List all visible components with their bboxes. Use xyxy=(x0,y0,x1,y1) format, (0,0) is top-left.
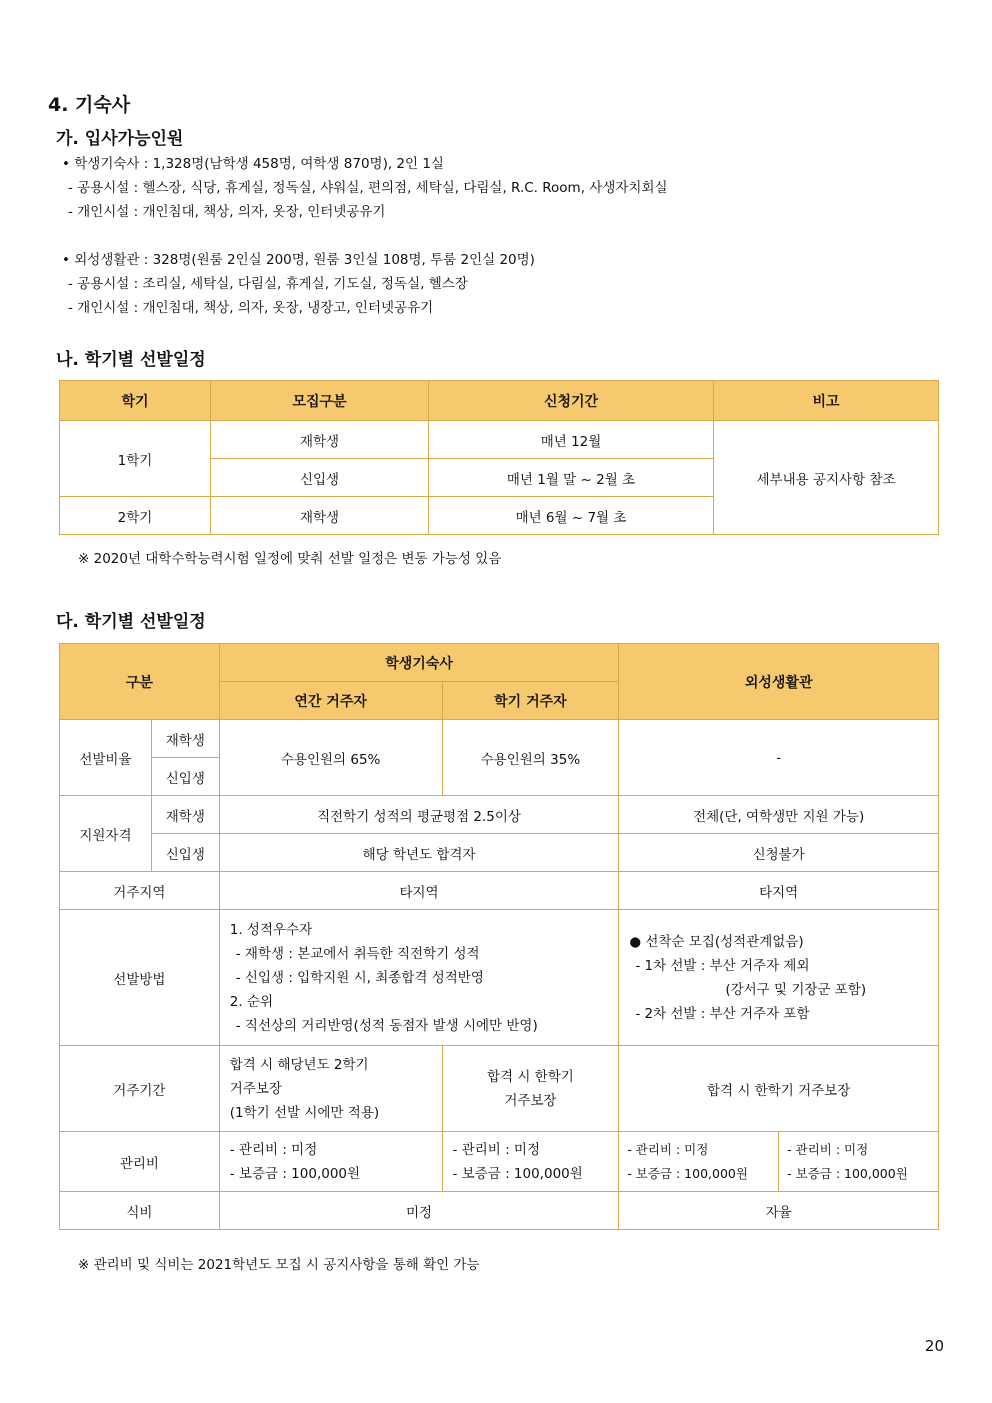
subsection-b-title: 나. 학기별 선발일정 xyxy=(56,350,206,370)
capacity-line: • 학생기숙사 : 1,328명(남학생 458명, 여학생 870명), 2인 1실 xyxy=(62,156,444,172)
fee-semester xyxy=(442,1132,619,1192)
header-gubun: 구분 xyxy=(60,644,220,720)
method-line: - 직선상의 거리반영(성적 동점자 발생 시에만 반영) xyxy=(235,1017,538,1034)
fee-annual xyxy=(219,1132,442,1192)
region-dorm: 타지역 xyxy=(219,872,619,910)
meal-oeseong: 자율 xyxy=(619,1192,939,1230)
fee-line: - 보증금 : 100,000원 xyxy=(452,1165,583,1182)
row-label: 거주기간 xyxy=(60,1046,220,1132)
period-line: 거주보장 xyxy=(229,1080,282,1097)
row-label: 지원자격 xyxy=(60,796,152,872)
qual-fresh-dorm: 해당 학년도 합격자 xyxy=(219,834,619,872)
fee-line: - 보증금 : 100,000원 xyxy=(229,1165,361,1182)
section-title: 4. 기숙사 xyxy=(48,94,131,116)
period-semester xyxy=(442,1046,619,1132)
subsection-c-title: 다. 학기별 선발일정 xyxy=(56,612,206,632)
sub-label: 재학생 xyxy=(151,796,219,834)
meal-dorm: 미정 xyxy=(219,1192,619,1230)
row-label: 선발비율 xyxy=(60,720,152,796)
period-oeseong: 합격 시 한학기 거주보장 xyxy=(619,1046,939,1132)
method-line: ● 선착순 모집(성적관계없음) xyxy=(629,933,804,950)
row-label: 식비 xyxy=(60,1192,220,1230)
table-header: 비고 xyxy=(714,381,939,421)
ratio-annual: 수용인원의 65% xyxy=(219,720,442,796)
schedule-table xyxy=(59,380,939,535)
fee-line: - 관리비 : 미정 xyxy=(627,1141,709,1157)
fee-line: - 보증금 : 100,000원 xyxy=(787,1165,908,1181)
qual-enrolled-oeseong: 전체(단, 여학생만 지원 가능) xyxy=(619,796,939,834)
table-header: 학기 xyxy=(60,381,211,421)
page-number: 20 xyxy=(924,1337,944,1355)
sub-label: 재학생 xyxy=(151,720,219,758)
type-cell: 재학생 xyxy=(211,421,429,459)
qual-enrolled-dorm: 직전학기 성적의 평균평점 2.5이상 xyxy=(219,796,619,834)
subsection-a-title: 가. 입사가능인원 xyxy=(56,129,184,149)
header-student-dorm: 학생기숙사 xyxy=(219,644,619,682)
remark-cell: 세부내용 공지사항 참조 xyxy=(714,421,939,535)
header-annual: 연간 거주자 xyxy=(219,682,442,720)
type-cell: 신입생 xyxy=(211,459,429,497)
type-cell: 재학생 xyxy=(211,497,429,535)
method-line: - 1차 선발 : 부산 거주자 제외 xyxy=(635,957,810,974)
fee-line: - 관리비 : 미정 xyxy=(787,1141,869,1157)
semester-cell: 1학기 xyxy=(60,421,211,497)
capacity-line: - 개인시설 : 개인침대, 책상, 의자, 옷장, 냉장고, 인터넷공유기 xyxy=(68,300,434,316)
sub-label: 신입생 xyxy=(151,758,219,796)
fee-note: ※ 관리비 및 식비는 2021학년도 모집 시 공지사항을 통해 확인 가능 xyxy=(78,1257,480,1273)
method-line: (강서구 및 기장군 포함) xyxy=(725,981,867,998)
fee-line: - 관리비 : 미정 xyxy=(452,1141,540,1158)
selection-table xyxy=(59,643,939,1230)
capacity-line: - 공용시설 : 헬스장, 식당, 휴게실, 정독실, 샤워실, 편의점, 세탁실, 다림실, R.C. Room, 사생자치회실 xyxy=(68,180,668,196)
method-dorm xyxy=(219,910,619,1046)
method-line: 1. 성적우수자 xyxy=(229,921,313,938)
table-header: 모집구분 xyxy=(211,381,429,421)
fee-oeseong-b xyxy=(779,1132,939,1192)
sub-label: 신입생 xyxy=(151,834,219,872)
row-label: 관리비 xyxy=(60,1132,220,1192)
region-oeseong: 타지역 xyxy=(619,872,939,910)
capacity-line: • 외성생활관 : 328명(원룸 2인실 200명, 원룸 3인실 108명, 투룸 2인실 20명) xyxy=(62,252,535,268)
row-label: 거주지역 xyxy=(60,872,220,910)
capacity-line: - 공용시설 : 조리실, 세탁실, 다림실, 휴게실, 기도실, 정독실, 헬스장 xyxy=(68,276,468,292)
header-semester: 학기 거주자 xyxy=(442,682,619,720)
table-header: 신청기간 xyxy=(429,381,714,421)
ratio-semester: 수용인원의 35% xyxy=(442,720,619,796)
fee-line: - 보증금 : 100,000원 xyxy=(627,1165,748,1181)
schedule-note: ※ 2020년 대학수학능력시험 일정에 맞춰 선발 일정은 변동 가능성 있음 xyxy=(78,551,502,567)
period-line: 합격 시 한학기 xyxy=(486,1068,574,1085)
fee-line: - 관리비 : 미정 xyxy=(229,1141,318,1158)
method-line: - 2차 선발 : 부산 거주자 포함 xyxy=(635,1005,810,1022)
method-line: - 재학생 : 본교에서 취득한 직전학기 성적 xyxy=(235,945,480,962)
period-line: 거주보장 xyxy=(504,1092,557,1109)
semester-cell: 2학기 xyxy=(60,497,211,535)
row-label: 선발방법 xyxy=(60,910,220,1046)
qual-fresh-oeseong: 신청불가 xyxy=(619,834,939,872)
method-oeseong xyxy=(619,910,939,1046)
fee-oeseong-a xyxy=(619,1132,779,1192)
ratio-oeseong: - xyxy=(619,720,939,796)
period-line: 합격 시 해당년도 2학기 xyxy=(229,1056,369,1073)
period-line: (1학기 선발 시에만 적용) xyxy=(229,1104,380,1121)
capacity-line: - 개인시설 : 개인침대, 책상, 의자, 옷장, 인터넷공유기 xyxy=(68,204,386,220)
header-oeseong: 외성생활관 xyxy=(619,644,939,720)
method-line: - 신입생 : 입학지원 시, 최종합격 성적반영 xyxy=(235,969,484,986)
period-annual xyxy=(219,1046,442,1132)
period-cell: 매년 1월 말 ~ 2월 초 xyxy=(429,459,714,497)
method-line: 2. 순위 xyxy=(229,993,274,1010)
period-cell: 매년 6월 ~ 7월 초 xyxy=(429,497,714,535)
period-cell: 매년 12월 xyxy=(429,421,714,459)
